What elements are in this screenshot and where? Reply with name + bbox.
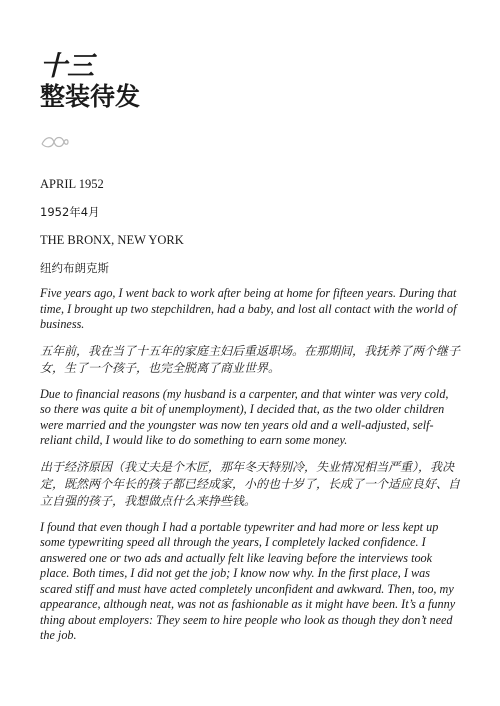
paragraph-en: Due to financial reasons (my husband is a carpenter, and that winter was very cold, so there was quite a bit of unemployment), I decided that, as the two older children were married and the youngster was now ten years old and a well-adjusted, self-reliant child, I would like to do something to earn some money. [40,386,449,447]
dateline-date-zh: 1952年4月 [40,205,100,219]
dateline-place-en: THE BRONX, NEW YORK [40,233,184,247]
page-content [40,52,460,644]
dateline-date-en: APRIL 1952 [40,177,104,191]
dateline-place-zh: 纽约布朗克斯 [40,261,109,275]
chapter-title: 整装待发 [40,82,141,111]
paragraph-en: Five years ago, I went back to work after being at home for fifteen years. During that time, I brought up two stepchildren, had a baby, and lost all contact with the world of business. [40,286,457,331]
chapter-number: 十三 [40,51,94,82]
flourish-icon [40,132,70,152]
paragraph-zh: 出于经济原因（我丈夫是个木匠，那年冬天特别冷，失业情况相当严重），我决定，既然两个年长的孩子都已经成家，小的也十岁了，长成了一个适应良好、自立自强的孩子，我想做点什么来挣些钱。 [40,459,461,508]
paragraph-en: I found that even though I had a portable typewriter and had more or less kept up some typewriting speed all through the years, I completely lacked confidence. I answered one or two ads and actually felt like leaving before the interviews took place. Both times, I did not get the job; I know now why. In the first place, I was scared stiff and must have acted completely unconfident and awkward. Then, too, my appearance, although neat, was not as fashionable as it might have been. It’s a funny thing about employers: They seem to hire people who look as though they don’t need the job. [40,519,456,642]
paragraph-zh: 五年前，我在当了十五年的家庭主妇后重返职场。在那期间，我抚养了两个继子女，生了一个孩子，也完全脱离了商业世界。 [40,343,461,375]
